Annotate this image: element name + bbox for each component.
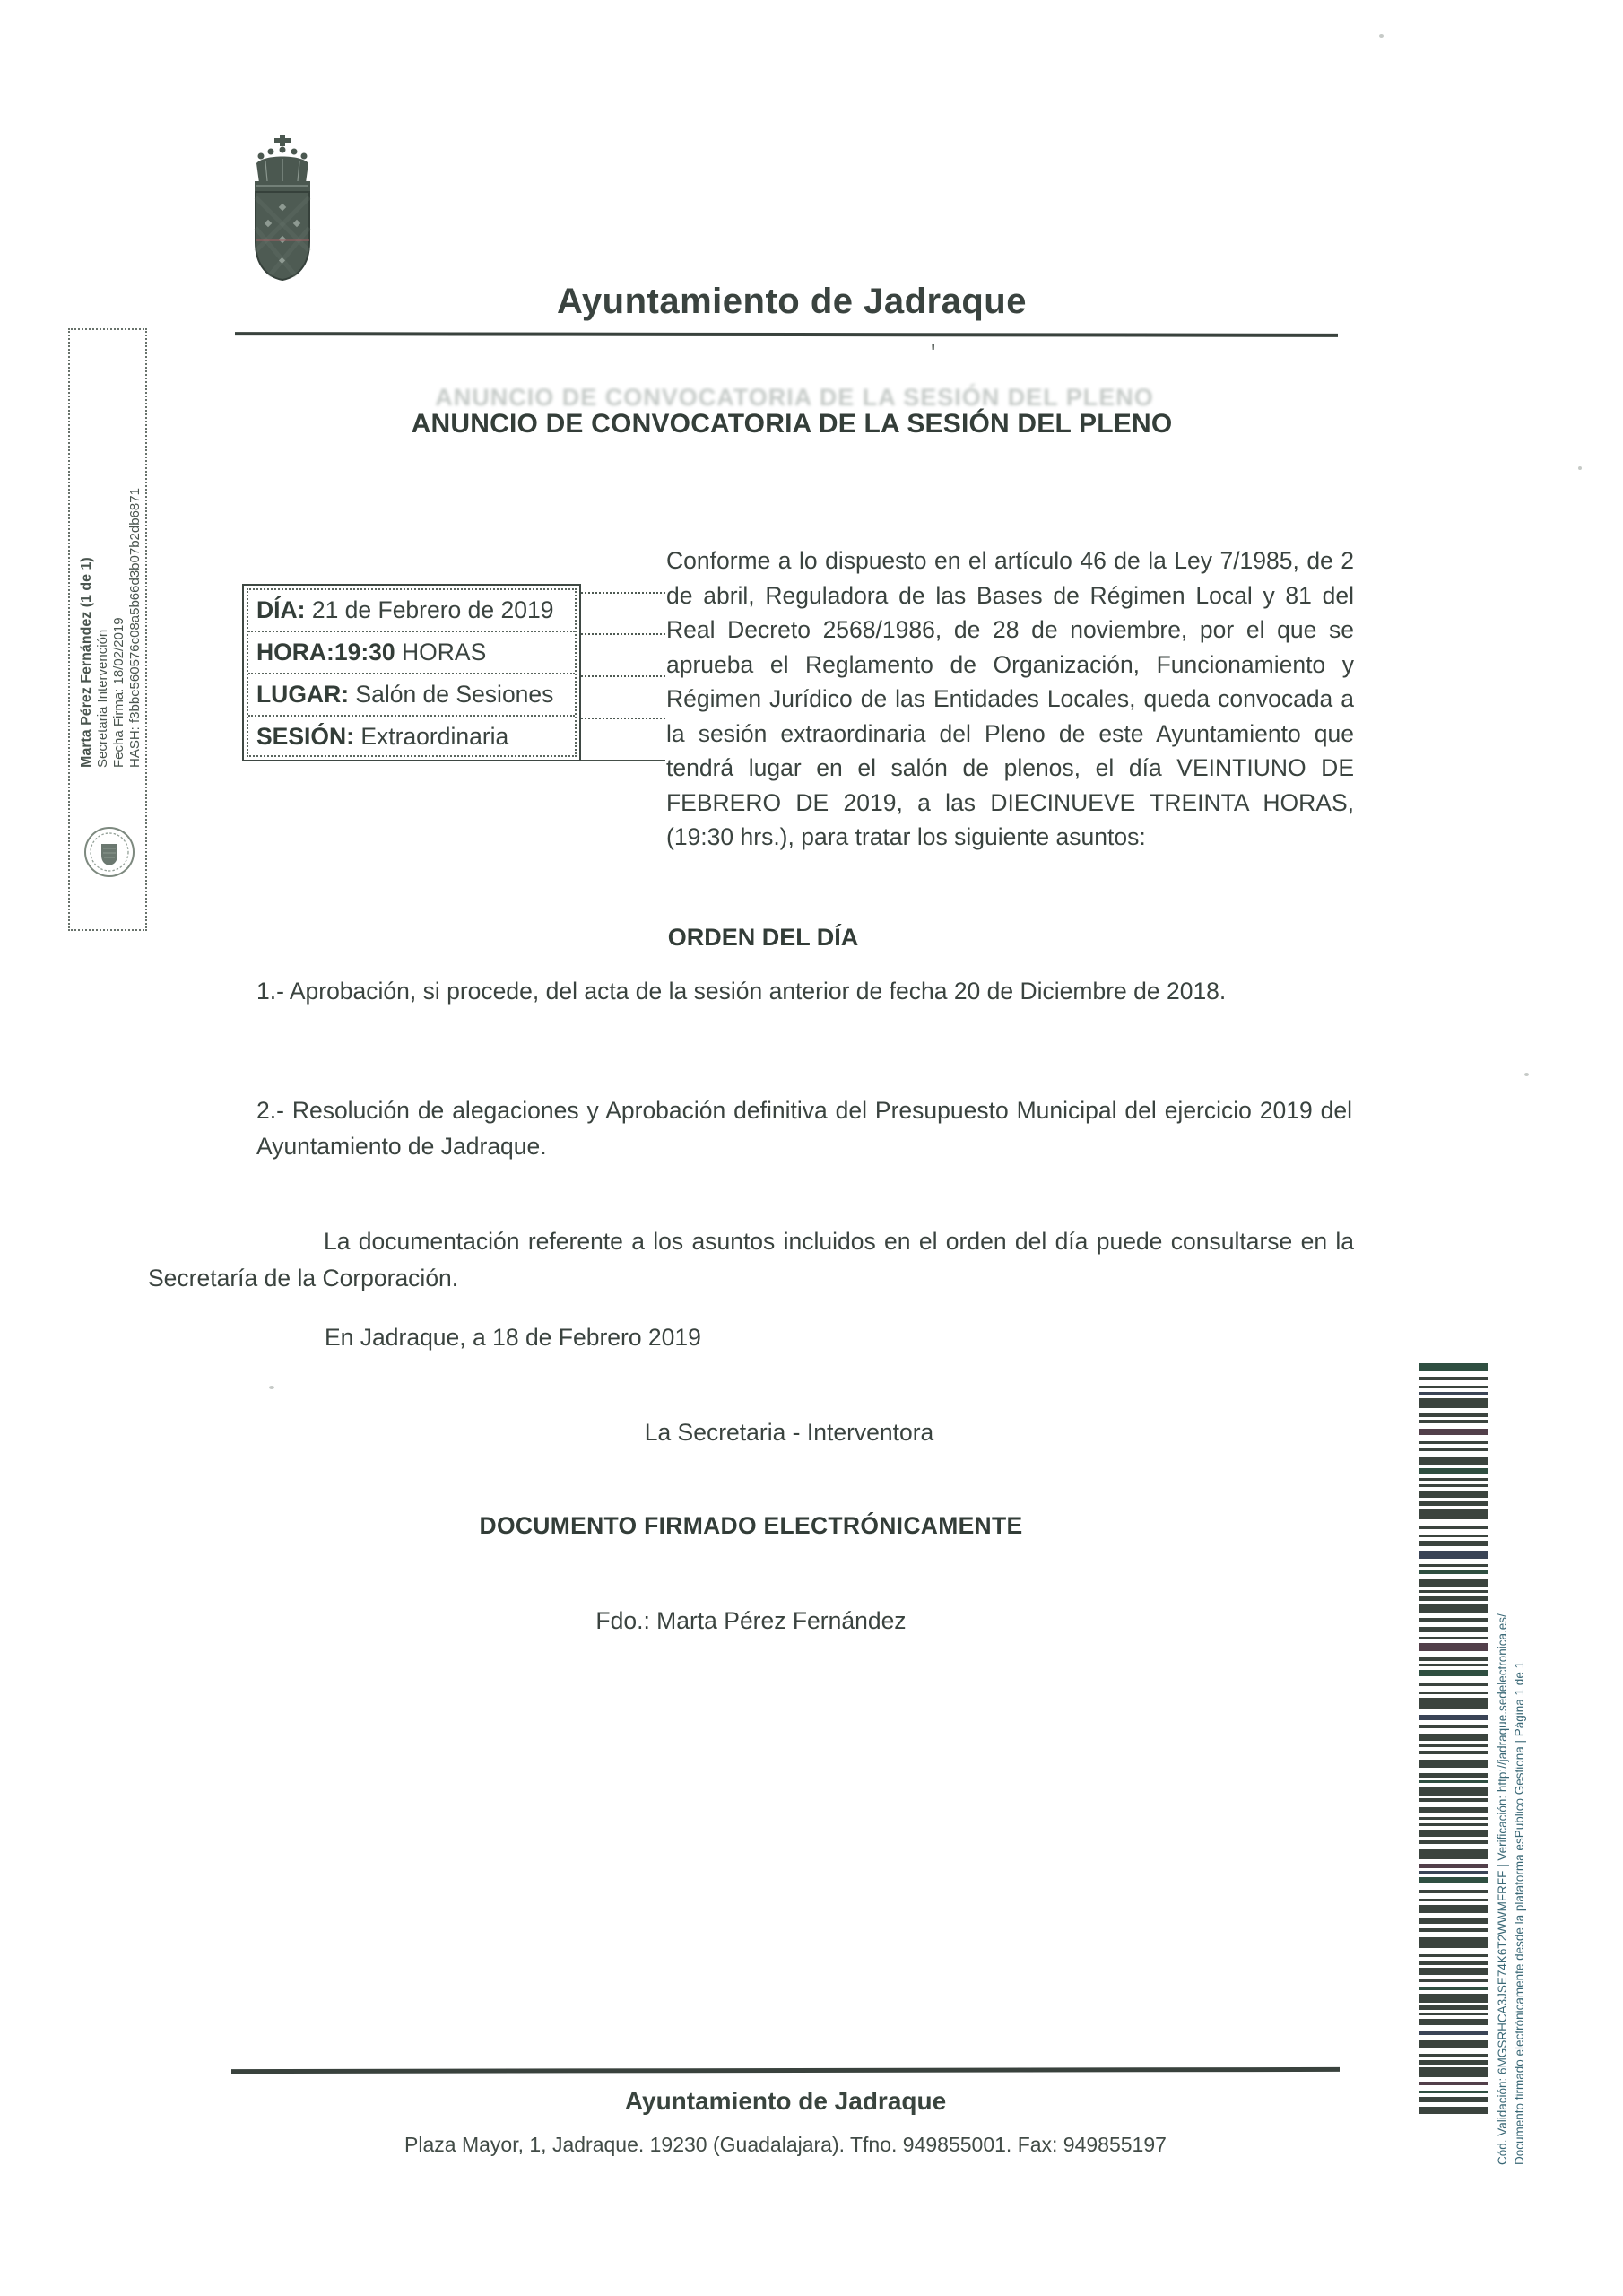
- barcode-bar: [1419, 1535, 1488, 1537]
- footer-address: Plaza Mayor, 1, Jadraque. 19230 (Guadalajara). Tfno. 949855001. Fax: 949855197: [404, 2133, 1167, 2156]
- barcode-bar: [1419, 1657, 1488, 1661]
- barcode-bar: [1419, 1937, 1488, 1948]
- barcode-bar: [1419, 1441, 1488, 1444]
- barcode-bar: [1419, 1683, 1488, 1686]
- barcode-bar: [1419, 1377, 1488, 1380]
- agenda-item-2: 2.- Resolución de alegaciones y Aprobación definitiva del Presupuesto Municipal del ejercicio 2019 del Ayuntamiento de Jadraque.: [256, 1097, 1352, 1160]
- stamp-date-line: Fecha Firma: 18/02/2019: [111, 617, 126, 768]
- page-title: Ayuntamiento de Jadraque: [557, 282, 1027, 321]
- leader-line: [581, 718, 665, 719]
- barcode-bar: [1419, 1807, 1488, 1813]
- barcode-bar: [1419, 1890, 1488, 1893]
- validation-text: [1494, 1613, 1528, 2165]
- announcement-title: ANUNCIO DE CONVOCATORIA DE LA SESIÓN DEL PLENO: [411, 409, 1173, 439]
- leader-line: [581, 675, 665, 677]
- session-row-sesion: [248, 717, 575, 757]
- barcode-bar: [1419, 1817, 1488, 1820]
- barcode-bar: [1419, 2031, 1488, 2035]
- stamp-role-line: Secretaria Intervención: [95, 629, 110, 768]
- barcode-bar: [1419, 1484, 1488, 1487]
- barcode-bar: [1419, 1570, 1488, 1574]
- barcode-bar: [1419, 1564, 1488, 1567]
- session-info-box: [242, 584, 581, 761]
- dateline: En Jadraque, a 18 de Febrero 2019: [325, 1324, 701, 1351]
- barcode-bar: [1419, 1979, 1488, 1982]
- barcode-bar: [1419, 1968, 1488, 1975]
- barcode-bar: [1419, 1478, 1488, 1481]
- session-row-lugar: [248, 674, 575, 717]
- barcode-bar: [1419, 1386, 1488, 1388]
- barcode-bar: [1419, 1840, 1488, 1844]
- barcode-bar: [1419, 1715, 1488, 1720]
- barcode-bar: [1419, 1637, 1488, 1639]
- barcode-bar: [1419, 1541, 1488, 1546]
- barcode-bar: [1419, 1551, 1488, 1559]
- barcode-bar: [1419, 1398, 1488, 1408]
- barcode-bar: [1419, 1627, 1488, 1632]
- barcode-bar: [1419, 1590, 1488, 1593]
- footer-title: Ayuntamiento de Jadraque: [624, 2087, 947, 2115]
- barcode-bar: [1419, 1928, 1488, 1932]
- agenda-item-1: 1.- Aprobación, si procede, del acta de la sesión anterior de fecha 20 de Diciembre de 2018.: [256, 978, 1227, 1004]
- barcode-bar: [1419, 1692, 1488, 1694]
- intro-paragraph: Conforme a lo dispuesto en el artículo 46 de la Ley 7/1985, de 2 de abril, Reguladora de las Bases de Régimen Local y 81 del Real Decreto 2568/1986, de 28 de noviembre, por el que se aprueba el Reglamento de Organización, Funcionamiento y Régimen Jurídico de las Entidades Locales, queda convocada a la sesión extraordinaria del Pleno de este Ayuntamiento que tendrá lugar en el salón de plenos, el día VEINTIUNO DE FEBRERO DE 2019, a las DIECINUEVE TREINTA HORAS, (19:30 hrs.), para tratar los siguiente asuntos:: [666, 547, 1354, 850]
- barcode-bar: [1419, 2054, 1488, 2057]
- barcode-bar: [1419, 1734, 1488, 1741]
- session-value: Extraordinaria: [353, 723, 509, 750]
- barcode-bar: [1419, 1751, 1488, 1754]
- agenda-title: ORDEN DEL DÍA: [667, 924, 859, 951]
- session-label: DÍA:: [256, 596, 306, 623]
- barcode-bar: [1419, 1961, 1488, 1965]
- session-label: SESIÓN:: [256, 723, 354, 750]
- barcode-bar: [1419, 1604, 1488, 1613]
- validation-platform-line: Documento firmado electrónicamente desde la plataforma esPublico Gestiona | Página 1 de 1: [1513, 1661, 1526, 2165]
- barcode-bar: [1419, 2060, 1488, 2065]
- session-label: LUGAR:: [256, 681, 350, 708]
- barcode-bar: [1419, 2005, 1488, 2010]
- barcode-bar: [1419, 1744, 1488, 1747]
- barcode-bar: [1419, 1457, 1488, 1465]
- leader-line: [581, 633, 665, 635]
- validation-barcode: [1419, 1363, 1488, 2175]
- barcode-bar: [1419, 1664, 1488, 1666]
- barcode-bar: [1419, 2097, 1488, 2102]
- scan-speck: [1524, 1073, 1529, 1076]
- stamp-signer-line: Marta Pérez Fernández (1 de 1): [79, 557, 94, 768]
- header-divider: [235, 332, 1338, 337]
- barcode-bar: [1419, 1420, 1488, 1423]
- footer-divider: [231, 2067, 1340, 2074]
- barcode-bar: [1419, 1849, 1488, 1859]
- barcode-bar: [1419, 1643, 1488, 1651]
- signed-notice: DOCUMENTO FIRMADO ELECTRÓNICAMENTE: [479, 1512, 1023, 1539]
- barcode-bar: [1419, 1905, 1488, 1913]
- barcode-bar: [1419, 1877, 1488, 1883]
- barcode-bar: [1419, 1899, 1488, 1901]
- barcode-bar: [1419, 1725, 1488, 1728]
- scan-artifact-mark: ': [931, 339, 936, 367]
- barcode-bar: [1419, 1392, 1488, 1395]
- session-value: Salón de Sesiones: [349, 681, 554, 708]
- barcode-bar: [1419, 1760, 1488, 1768]
- barcode-bar: [1419, 1798, 1488, 1802]
- session-label: HORA:19:30: [256, 639, 395, 665]
- barcode-bar: [1419, 1954, 1488, 1957]
- signature-stamp-text: [79, 448, 143, 768]
- barcode-bar: [1419, 1579, 1488, 1587]
- barcode-bar: [1419, 1918, 1488, 1924]
- signer-name: Fdo.: Marta Pérez Fernández: [595, 1607, 907, 1634]
- barcode-bar: [1419, 1787, 1488, 1796]
- barcode-bar: [1419, 1864, 1488, 1868]
- barcode-bar: [1419, 2107, 1488, 2114]
- barcode-bar: [1419, 1363, 1488, 1371]
- scan-speck: [269, 1386, 274, 1389]
- session-value: 21 de Febrero de 2019: [305, 596, 554, 623]
- barcode-bar: [1419, 1429, 1488, 1435]
- barcode-bar: [1419, 1830, 1488, 1837]
- session-row-dia: [248, 590, 575, 632]
- barcode-bar: [1419, 1468, 1488, 1474]
- barcode-bar: [1419, 1509, 1488, 1519]
- validation-code-line: Cód. Validación: 6MGSRHCA3JSE74K6T2WWMFRFF | Verificación: http://jadraque.sedelectronica.es/: [1496, 1613, 1509, 2165]
- barcode-bar: [1419, 1413, 1488, 1417]
- barcode-bar: [1419, 1823, 1488, 1826]
- barcode-bar: [1419, 1618, 1488, 1622]
- coat-of-arms-icon: [240, 135, 325, 282]
- leader-line: [581, 760, 665, 761]
- barcode-bar: [1419, 2019, 1488, 2025]
- barcode-bar: [1419, 1780, 1488, 1783]
- session-info-box-inner: [247, 588, 577, 757]
- barcode-bar: [1419, 1773, 1488, 1778]
- scan-speck: [1578, 466, 1582, 470]
- barcode-bar: [1419, 2091, 1488, 2093]
- barcode-bar: [1419, 1526, 1488, 1529]
- barcode-bar: [1419, 1698, 1488, 1709]
- barcode-bar: [1419, 1491, 1488, 1498]
- signature-role: La Secretaria - Interventora: [644, 1419, 934, 1446]
- barcode-bar: [1419, 1871, 1488, 1874]
- barcode-bar: [1419, 2040, 1488, 2048]
- municipal-seal-icon: [82, 825, 136, 879]
- docs-paragraph: La documentación referente a los asuntos incluidos en el orden del día puede consultarse en la Secretaría de la Corporación.: [148, 1228, 1354, 1292]
- barcode-bar: [1419, 2067, 1488, 2077]
- barcode-bar: [1419, 1987, 1488, 1990]
- barcode-bar: [1419, 1501, 1488, 1506]
- barcode-bar: [1419, 1994, 1488, 2003]
- barcode-bar: [1419, 2013, 1488, 2015]
- barcode-bar: [1419, 1596, 1488, 1601]
- barcode-bar: [1419, 1448, 1488, 1451]
- session-row-hora: [248, 632, 575, 674]
- session-value: HORAS: [395, 639, 487, 665]
- scan-ghost-text: ANUNCIO DE CONVOCATORIA DE LA SESIÓN DEL PLENO: [435, 384, 1154, 411]
- scan-speck: [1379, 34, 1384, 38]
- barcode-bar: [1419, 1670, 1488, 1676]
- stamp-hash-line: HASH: f3bbe560576c08a5b66d3b07b2db6871: [127, 488, 143, 768]
- barcode-bar: [1419, 2082, 1488, 2085]
- leader-line: [581, 592, 665, 594]
